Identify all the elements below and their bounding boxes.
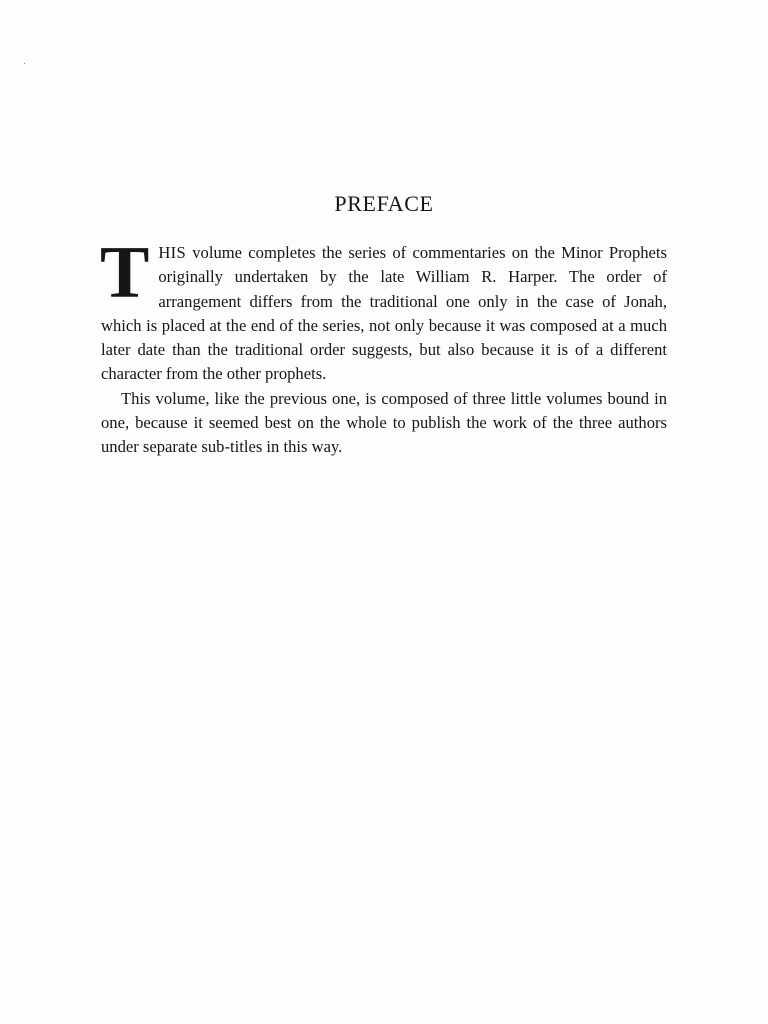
paragraph-1-text: volume completes the series of commentaries on the Minor Prophets originally undertaken by the late William R. Harper. The order of arrangement differs from the traditional one only in the case of Jonah, which is placed at the end of the series, not only because it was composed at a much later date than the traditional order suggests, but also because it is of a different character from the other prophets. — [101, 243, 667, 384]
page-title: PREFACE — [334, 191, 434, 216]
preface-body — [100, 232, 667, 460]
paragraph-1-lead: HIS — [158, 243, 186, 262]
paragraph-1 — [100, 232, 667, 387]
page-speck — [24, 63, 25, 64]
drop-cap: T — [100, 232, 150, 314]
paragraph-2: This volume, like the previous one, is composed of three little volumes bound in one, because it seemed best on the whole to publish the work of the three authors under separate sub-titles in this way. — [101, 388, 667, 457]
